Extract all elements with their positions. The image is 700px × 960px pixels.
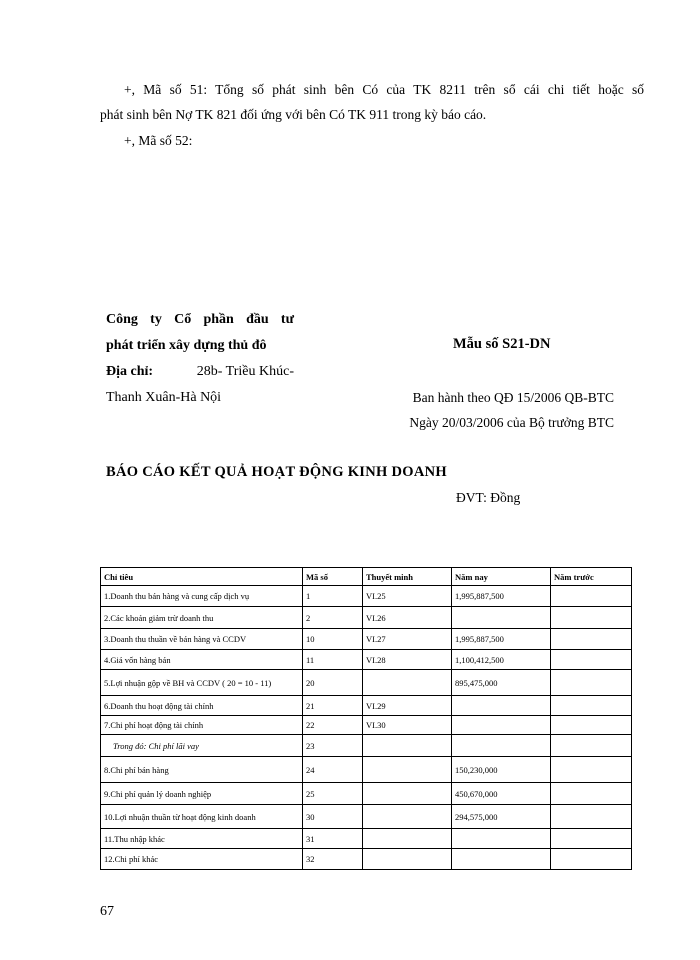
- company-address: [106, 362, 294, 382]
- cell-thuyet-minh: VI.30: [363, 716, 452, 735]
- cell-thuyet-minh: VI.27: [363, 629, 452, 650]
- cell-nam-truoc: [551, 735, 632, 757]
- address-line-1: 28b- Triều Khúc-: [196, 364, 294, 379]
- table-row: [101, 805, 632, 829]
- report-unit: ĐVT: Đồng: [456, 490, 521, 505]
- table-row: [101, 586, 632, 607]
- cell-chi-tieu: 1.Doanh thu bán hàng và cung cấp dịch vụ: [101, 586, 303, 607]
- cell-nam-truoc: [551, 716, 632, 735]
- cell-ma-so: 22: [303, 716, 363, 735]
- header-ma-so: Mã số: [303, 568, 363, 586]
- cell-nam-truoc: [551, 849, 632, 870]
- table-row: [101, 670, 632, 696]
- cell-chi-tieu: 8.Chi phí bán hàng: [101, 757, 303, 783]
- cell-nam-nay: 294,575,000: [452, 805, 551, 829]
- company-name-line-2: phát triển xây dựng thủ đô: [106, 338, 267, 353]
- table-row: [101, 607, 632, 629]
- cell-ma-so: 25: [303, 783, 363, 805]
- table-header-row: [101, 568, 632, 586]
- cell-nam-nay: [452, 607, 551, 629]
- table-row: [101, 716, 632, 735]
- cell-thuyet-minh: [363, 757, 452, 783]
- table-row: [101, 629, 632, 650]
- cell-nam-nay: 450,670,000: [452, 783, 551, 805]
- cell-nam-nay: 150,230,000: [452, 757, 551, 783]
- cell-nam-nay: 1,100,412,500: [452, 650, 551, 670]
- cell-chi-tieu: 5.Lợi nhuận gộp về BH và CCDV ( 20 = 10 - 11): [101, 670, 303, 696]
- cell-thuyet-minh: [363, 670, 452, 696]
- cell-thuyet-minh: VI.28: [363, 650, 452, 670]
- address-label: Địa chỉ:: [106, 364, 154, 379]
- table-row: [101, 849, 632, 870]
- header-chi-tieu: Chỉ tiêu: [101, 568, 303, 586]
- cell-thuyet-minh: [363, 735, 452, 757]
- cell-chi-tieu: 9.Chi phí quản lý doanh nghiệp: [101, 783, 303, 805]
- cell-nam-nay: [452, 829, 551, 849]
- cell-thuyet-minh: [363, 805, 452, 829]
- report-table: [100, 567, 632, 870]
- cell-ma-so: 21: [303, 696, 363, 716]
- header-nam-nay: Năm nay: [452, 568, 551, 586]
- cell-thuyet-minh: [363, 783, 452, 805]
- cell-thuyet-minh: [363, 849, 452, 870]
- page-number: 67: [100, 904, 114, 919]
- cell-ma-so: 20: [303, 670, 363, 696]
- table-row: [101, 650, 632, 670]
- cell-chi-tieu: Trong đó: Chi phí lãi vay: [101, 735, 303, 757]
- form-code: Mẫu số S21-DN: [453, 336, 551, 352]
- cell-chi-tieu: 11.Thu nhập khác: [101, 829, 303, 849]
- intro-line-3: +, Mã số 52:: [124, 133, 193, 148]
- cell-chi-tieu: 6.Doanh thu hoạt động tài chính: [101, 696, 303, 716]
- cell-nam-truoc: [551, 696, 632, 716]
- table-row: [101, 696, 632, 716]
- cell-chi-tieu: 2.Các khoản giảm trừ doanh thu: [101, 607, 303, 629]
- cell-nam-truoc: [551, 670, 632, 696]
- table-row: [101, 735, 632, 757]
- report-title: BÁO CÁO KẾT QUẢ HOẠT ĐỘNG KINH DOANH: [106, 464, 447, 480]
- cell-chi-tieu: 3.Doanh thu thuần về bán hàng và CCDV: [101, 629, 303, 650]
- cell-ma-so: 10: [303, 629, 363, 650]
- cell-ma-so: 23: [303, 735, 363, 757]
- table-row: [101, 783, 632, 805]
- cell-nam-nay: [452, 735, 551, 757]
- cell-nam-truoc: [551, 586, 632, 607]
- cell-chi-tieu: 7.Chi phí hoạt động tài chính: [101, 716, 303, 735]
- cell-nam-truoc: [551, 829, 632, 849]
- cell-nam-nay: [452, 849, 551, 870]
- cell-nam-truoc: [551, 783, 632, 805]
- cell-thuyet-minh: VI.29: [363, 696, 452, 716]
- cell-thuyet-minh: VI.26: [363, 607, 452, 629]
- cell-ma-so: 31: [303, 829, 363, 849]
- cell-thuyet-minh: [363, 829, 452, 849]
- cell-nam-nay: 1,995,887,500: [452, 629, 551, 650]
- cell-chi-tieu: 12.Chi phí khác: [101, 849, 303, 870]
- header-nam-truoc: Năm trước: [551, 568, 632, 586]
- cell-nam-nay: [452, 716, 551, 735]
- cell-chi-tieu: 4.Giá vốn hàng bán: [101, 650, 303, 670]
- cell-nam-truoc: [551, 607, 632, 629]
- cell-thuyet-minh: VI.25: [363, 586, 452, 607]
- form-issued-line-2: Ngày 20/03/2006 của Bộ trưởng BTC: [409, 415, 614, 430]
- header-thuyet-minh: Thuyết minh: [363, 568, 452, 586]
- cell-nam-truoc: [551, 805, 632, 829]
- cell-ma-so: 24: [303, 757, 363, 783]
- cell-ma-so: 11: [303, 650, 363, 670]
- table-row: [101, 757, 632, 783]
- cell-nam-truoc: [551, 629, 632, 650]
- cell-nam-nay: 895,475,000: [452, 670, 551, 696]
- cell-ma-so: 2: [303, 607, 363, 629]
- cell-chi-tieu: 10.Lợi nhuận thuần từ hoạt động kinh doanh: [101, 805, 303, 829]
- intro-line-1: +, Mã số 51: Tổng số phát sinh bên Có của TK 8211 trên sổ cái chi tiết hoặc số: [124, 82, 644, 97]
- cell-nam-truoc: [551, 650, 632, 670]
- cell-nam-truoc: [551, 757, 632, 783]
- table-row: [101, 829, 632, 849]
- cell-nam-nay: [452, 696, 551, 716]
- cell-ma-so: 32: [303, 849, 363, 870]
- form-issued-line-1: Ban hành theo QĐ 15/2006 QB-BTC: [412, 390, 614, 405]
- intro-line-2: phát sinh bên Nợ TK 821 đối ứng với bên Có TK 911 trong kỳ báo cáo.: [100, 107, 487, 122]
- cell-ma-so: 1: [303, 586, 363, 607]
- cell-nam-nay: 1,995,887,500: [452, 586, 551, 607]
- address-line-2: Thanh Xuân-Hà Nội: [106, 390, 222, 405]
- cell-ma-so: 30: [303, 805, 363, 829]
- company-name-line-1: Công ty Cổ phần đầu tư: [106, 312, 294, 327]
